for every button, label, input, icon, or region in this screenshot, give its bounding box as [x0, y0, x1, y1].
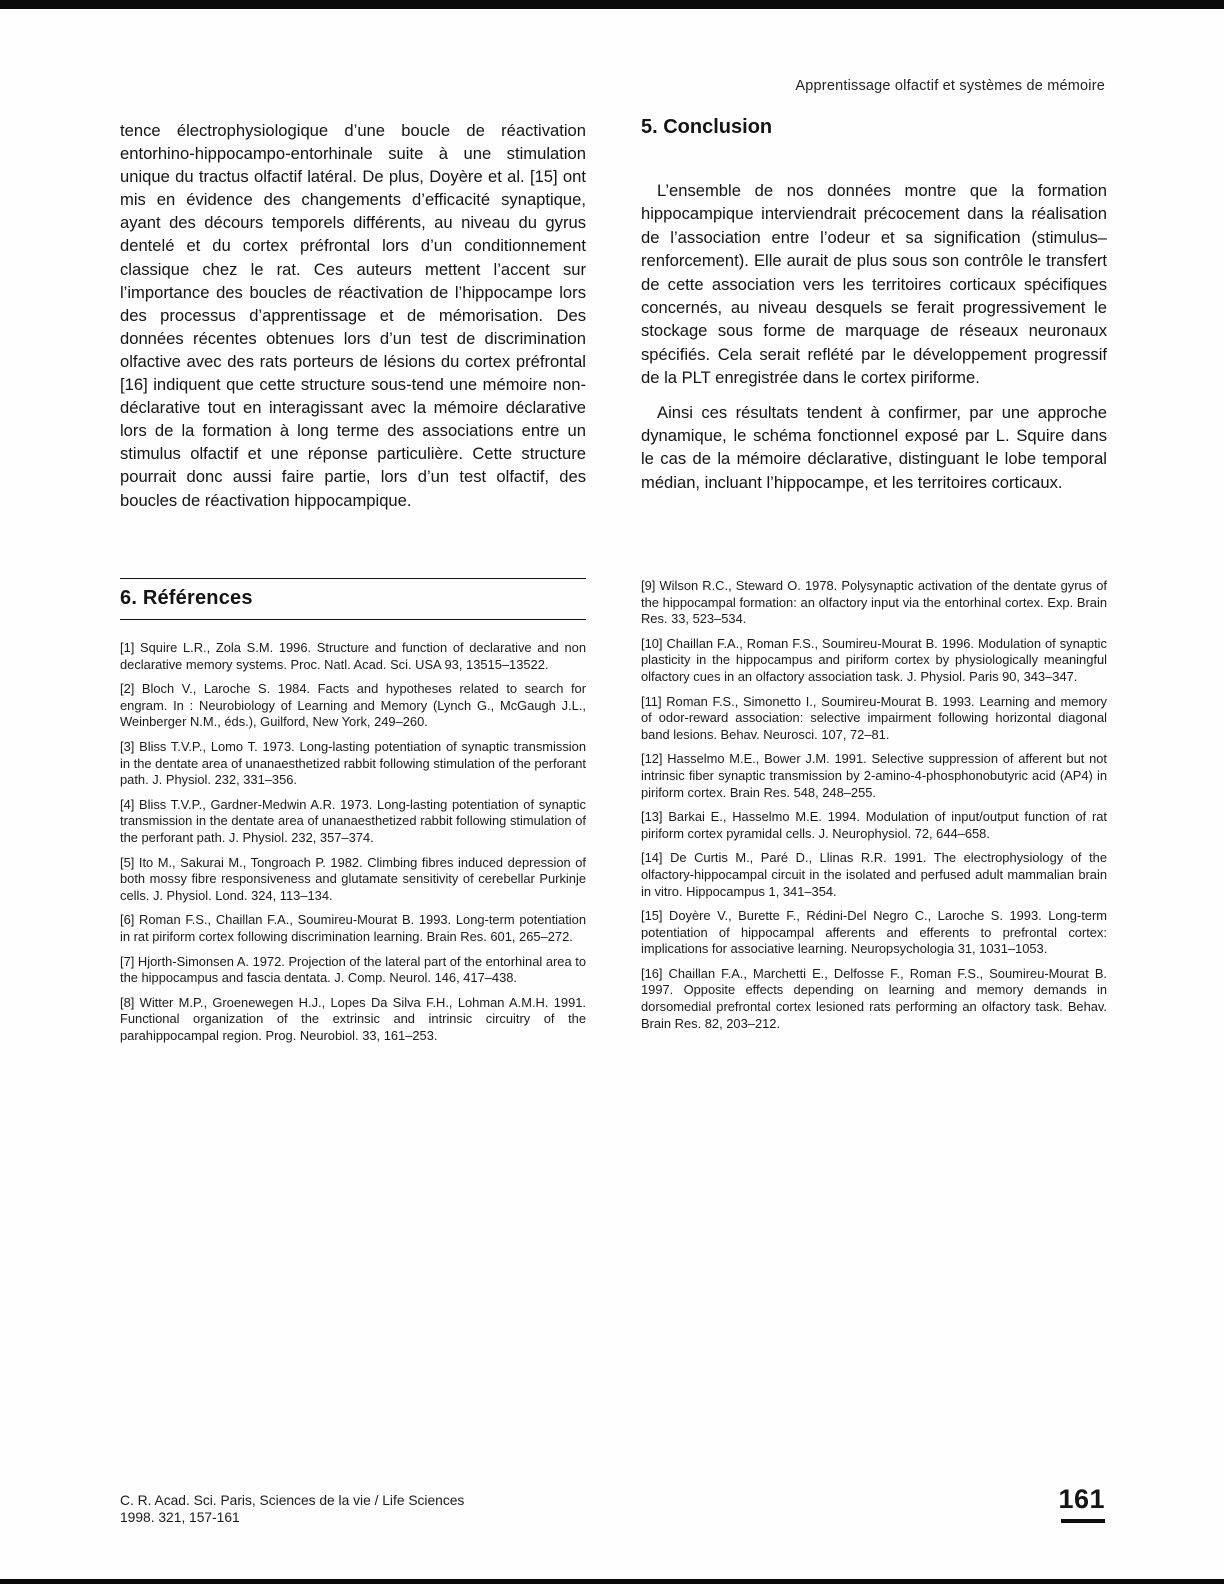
reference-item: [12] Hasselmo M.E., Bower J.M. 1991. Selective suppression of afferent but not intrinsic fiber synaptic transmission by 2-amino-4-phosphonobutyric acid (AP4) in piriform cortex. Brain Res. 548, 248–255.: [641, 751, 1107, 800]
reference-item: [7] Hjorth-Simonsen A. 1972. Projection of the lateral part of the entorhinal area to the hippocampus and fascia dentata. J. Comp. Neurol. 146, 417–438.: [120, 953, 586, 986]
references-list-left: [120, 640, 586, 1044]
reference-item: [8] Witter M.P., Groenewegen H.J., Lopes Da Silva F.H., Lohman A.M.H. 1991. Functional organization of the extrinsic and intrinsic circuitry of the parahippocampal region. Prog. Neurobiol. 33, 161–253.: [120, 994, 586, 1043]
reference-item: [2] Bloch V., Laroche S. 1984. Facts and hypotheses related to search for engram. In : Neurobiology of Learning and Memory (Lynch G., McGaugh J.L., Weinberger N.M., éds.), Guilford, New York, 249–260.: [120, 681, 586, 730]
scan-edge-top: [0, 0, 1224, 9]
reference-item: [4] Bliss T.V.P., Gardner-Medwin A.R. 1973. Long-lasting potentiation of synaptic transmission in the dentate area of unanaesthetized rabbit following stimulation of the perforant path. J. Physiol. 232, 357–374.: [120, 796, 586, 845]
references-list-right: [641, 578, 1107, 1032]
reference-item: [11] Roman F.S., Simonetto I., Soumireu-Mourat B. 1993. Learning and memory of odor-reward association: selective impairment following horizontal diagonal band lesions. Behav. Neurosci. 107, 72–81.: [641, 693, 1107, 742]
footer-journal-line1: C. R. Acad. Sci. Paris, Sciences de la vie / Life Sciences: [120, 1493, 465, 1508]
references-heading-block: [120, 578, 586, 620]
references-section-heading: 6. Références: [120, 587, 253, 609]
scan-edge-bottom: [0, 1579, 1224, 1584]
footer-page-block: [1058, 1484, 1105, 1523]
reference-item: [14] De Curtis M., Paré D., Llinas R.R. 1991. The electrophysiology of the olfactory-hippocampal circuit in the isolated and perfused adult mammalian brain in vitro. Hippocampus 1, 341–354.: [641, 850, 1107, 899]
reference-item: [13] Barkai E., Hasselmo M.E. 1994. Modulation of input/output function of rat piriform cortex pyramidal cells. J. Neurophysiol. 72, 644–658.: [641, 809, 1107, 841]
page-number-rule: [1061, 1519, 1105, 1523]
reference-item: [15] Doyère V., Burette F., Rédini-Del Negro C., Laroche S. 1993. Long-term potentiation of hippocampal afferents and efferents to prefrontal cortex: implications for associative learning. Neuropsychologia 31, 1031–1053.: [641, 908, 1107, 957]
page-number: 161: [1058, 1484, 1105, 1514]
reference-item: [3] Bliss T.V.P., Lomo T. 1973. Long-lasting potentiation of synaptic transmission in the dentate area of unanaesthetized rabbit following stimulation of the perforant path. J. Physiol. 232, 331–356.: [120, 738, 586, 788]
conclusion-paragraphs: [641, 179, 1107, 494]
conclusion-section-heading: 5. Conclusion: [641, 116, 773, 138]
reference-item: [6] Roman F.S., Chaillan F.A., Soumireu-Mourat B. 1993. Long-term potentiation in rat piriform cortex following discrimination learning. Brain Res. 601, 265–272.: [120, 912, 586, 944]
conclusion-paragraph: Ainsi ces résultats tendent à confirmer, par une approche dynamique, le schéma fonctionnel exposé par L. Squire dans le cas de la mémoire déclarative, distinguant le lobe temporal médian, incluant l’hippocampe, et les territoires corticaux.: [641, 402, 1107, 492]
reference-item: [5] Ito M., Sakurai M., Tongroach P. 1982. Climbing fibres induced depression of both mossy fibre responsiveness and glutamate sensitivity of cerebellar Purkinje cells. J. Physiol. Lond. 324, 113–134.: [120, 854, 586, 903]
footer-journal-line2: 1998. 321, 157-161: [120, 1510, 240, 1525]
reference-item: [9] Wilson R.C., Steward O. 1978. Polysynaptic activation of the dentate gyrus of the hippocampal formation: an olfactory input via the entorhinal cortex. Exp. Brain Res. 33, 523–534.: [641, 578, 1107, 627]
footer-journal-info: [120, 1492, 640, 1526]
body-paragraph-continuation: tence électrophysiologique d’une boucle de réactivation entorhino-hippocampo-entorhinale suite à une stimulation unique du tractus olfactif latéral. De plus, Doyère et al. [15] ont mis en évidence des changements d’efficacité synaptique, ayant des décours temporels différents, au niveau du gyrus dentelé et du cortex préfrontal lors d’un conditionnement classique chez le rat. Ces auteurs mettent l’accent sur l’importance des boucles de réactivation de l’hippocampe lors des processus d’apprentissage et de mémorisation. Des données récentes obtenues lors d’un test de discrimination olfactive avec des rats porteurs de lésions du cortex préfrontal [16] indiquent que cette structure sous-tend une mémoire non-déclarative tout en interagissant avec la mémoire déclarative lors de la formation à long terme des associations entre un stimulus olfactif et une réponse particulière. Cette structure pourrait donc aussi faire partie, lors d’un test olfactif, des boucles de réactivation hippocampique.: [120, 121, 586, 510]
reference-item: [16] Chaillan F.A., Marchetti E., Delfosse F., Roman F.S., Soumireu-Mourat B. 1997. Opposite effects depending on learning and memory demands in dorsomedial prefrontal cortex lesioned rats performing an olfactory task. Behav. Brain Res. 82, 203–212.: [641, 965, 1107, 1031]
reference-item: [1] Squire L.R., Zola S.M. 1996. Structure and function of declarative and non declarative memory systems. Proc. Natl. Acad. Sci. USA 93, 13515–13522.: [120, 640, 586, 672]
reference-item: [10] Chaillan F.A., Roman F.S., Soumireu-Mourat B. 1996. Modulation of synaptic plasticity in the hippocampus and piriform cortex by physiologically meaningful olfactory cues in an olfactory association task. J. Physiol. Paris 90, 343–347.: [641, 635, 1107, 684]
running-title: Apprentissage olfactif et systèmes de mémoire: [795, 78, 1105, 94]
conclusion-paragraph: L’ensemble de nos données montre que la formation hippocampique interviendrait précocement dans la réalisation de l’association entre l’odeur et sa signification (stimulus–renforcement). Elle aurait de plus sous son contrôle le transfert de cette association vers les territoires corticaux spécifiques concernés, au niveau desquels se ferait progressivement le stockage sous forme de marquage de réseaux neuronaux spécifiés. Cela serait reflété par le développement progressif de la PLT enregistrée dans le cortex piriforme.: [641, 181, 1107, 388]
